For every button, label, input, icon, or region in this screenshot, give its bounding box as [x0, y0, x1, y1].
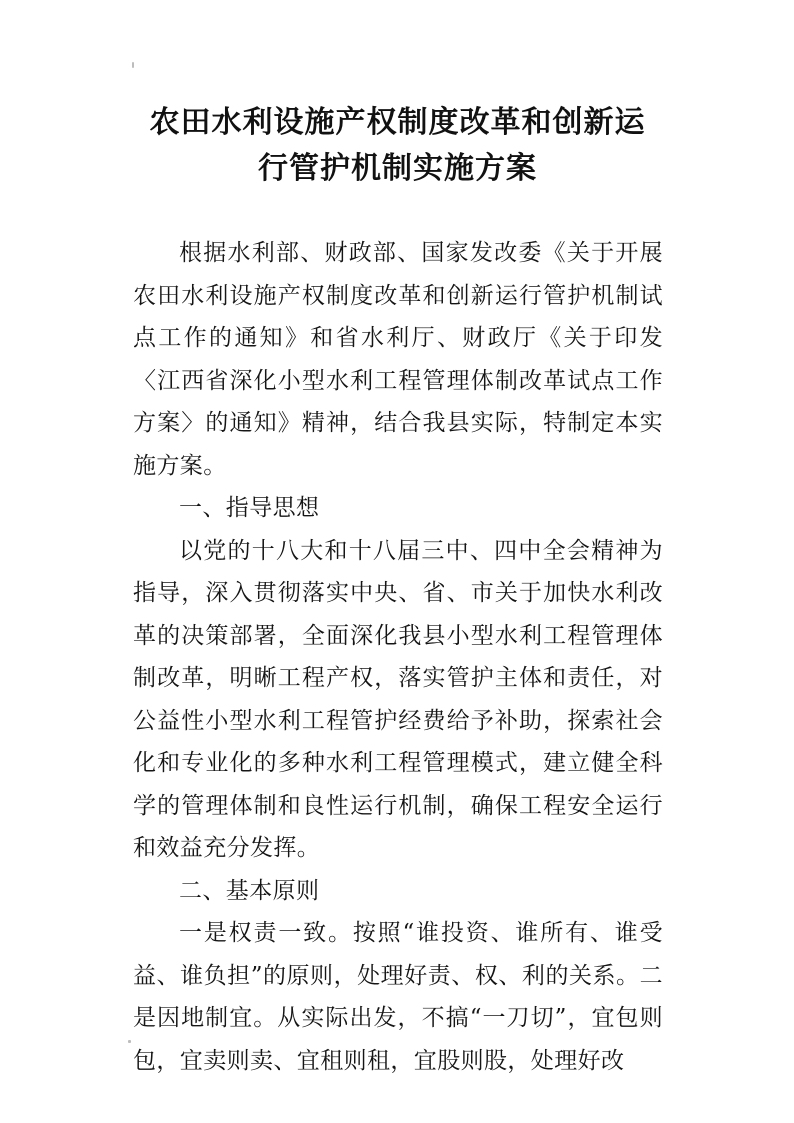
title-line-1: 农田水利设施产权制度改革和创新运 [149, 105, 646, 140]
section-heading-guiding-ideology: 一、指导思想 [179, 495, 320, 521]
paragraph-intro: 根据水利部、财政部、国家发改委《关于开展农田水利设施产权制度改革和创新运行管护机制试点工作的通知》和省水利厅、财政厅《关于印发〈江西省深化小型水利工程管理体制改革试点工作方案〉的通知》精神，结合我县实际，特制定本实施方案。 [133, 240, 663, 479]
paragraph-basic-principles: 一是权责一致。按照“谁投资、谁所有、谁受益、谁负担”的原则，处理好责、权、利的关系。二是因地制宜。从实际出发，不搞“一刀切”，宜包则包，宜卖则卖、宜租则租，宜股则股，处理好改 [133, 920, 663, 1074]
document-title [120, 100, 675, 192]
paragraph-guiding-ideology: 以党的十八大和十八届三中、四中全会精神为指导，深入贯彻落实中央、省、市关于加快水利改革的决策部署，全面深化我县小型水利工程管理体制改革，明晰工程产权，落实管护主体和责任，对公益性小型水利工程管护经费给予补助，探索社会化和专业化的多种水利工程管理模式，建立健全科学的管理体制和良性运行机制，确保工程安全运行和效益充分发挥。 [133, 537, 663, 861]
title-line-2: 行管护机制实施方案 [258, 151, 537, 186]
document-body [133, 232, 663, 1082]
scan-mark [128, 1040, 131, 1043]
scan-mark [132, 62, 134, 68]
section-heading-basic-principles: 二、基本原则 [179, 877, 320, 904]
